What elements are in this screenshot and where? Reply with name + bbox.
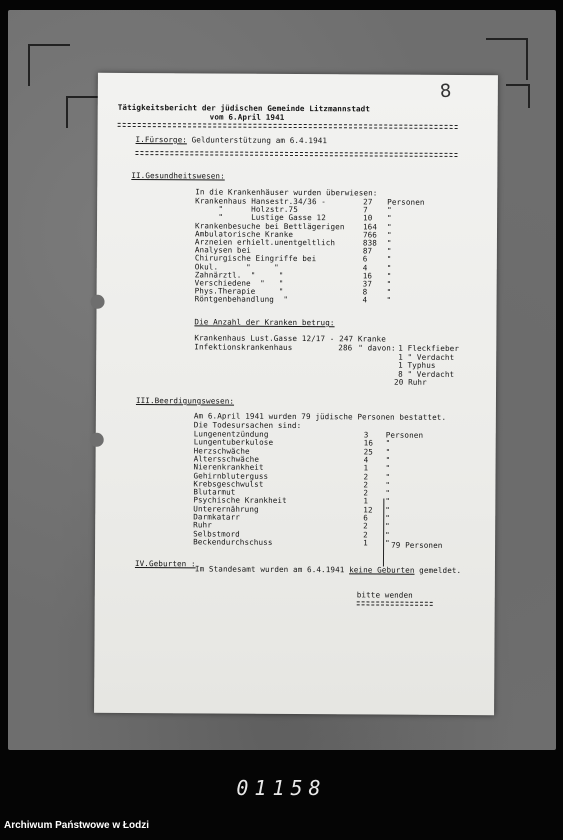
cause-label: Unterernährung: [193, 504, 259, 514]
infection-label: Infektionskrankenhaus: [194, 342, 293, 352]
cause-unit: ": [385, 488, 391, 498]
cause-value: 2: [363, 488, 369, 498]
cause-label: Krebsgeschwulst: [193, 479, 264, 489]
cause-unit: ": [385, 538, 390, 548]
row-label: Phys.Therapie ": [194, 286, 284, 297]
row-label: Arzneien erhielt.unentgeltlich: [194, 237, 336, 248]
row-label: Krankenhaus Hansestr.34/36 -: [195, 196, 327, 207]
row-label: Okul. " ": [194, 261, 279, 272]
section-text: Geldunterstützung am 6.4.1941: [191, 135, 328, 146]
section-heading: II.Gesundheitswesen:: [131, 170, 225, 181]
cause-unit: ": [385, 447, 391, 457]
cause-label: Blutarmut: [193, 487, 236, 497]
cause-value: 3: [363, 430, 369, 440]
document-page: [94, 73, 498, 715]
row-unit: ": [386, 254, 392, 264]
cause-unit: ": [385, 463, 391, 473]
cause-label: Altersschwäche: [193, 454, 260, 464]
footer-note: bitte wenden: [356, 590, 413, 600]
row-label: " Lustige Gasse 12: [195, 212, 326, 223]
row-value: 164: [362, 222, 378, 232]
cause-value: 2: [363, 521, 368, 531]
causes-heading: Die Todesursachen sind:: [193, 420, 302, 431]
births-text-before: Im Standesamt wurden am 6.4.1941: [194, 564, 350, 575]
row-value: 7: [363, 205, 368, 215]
corner-mark: [506, 84, 530, 108]
burial-intro: Am 6.April 1941 wurden 79 jüdische Personen bestattet.: [193, 411, 447, 422]
frame-number: 01158: [236, 776, 327, 800]
row-unit: ": [387, 213, 392, 223]
row-value: 6: [362, 254, 368, 264]
cause-unit: ": [385, 480, 391, 490]
causes-total: 79 Personen: [391, 540, 443, 550]
cause-value: 2: [363, 530, 368, 540]
separator: [118, 123, 458, 129]
row-value: 37: [362, 279, 373, 289]
cause-value: 1: [363, 463, 369, 473]
row-value: 838: [362, 238, 377, 248]
cause-unit: ": [385, 521, 390, 531]
row-unit: ": [386, 295, 392, 305]
row-unit: ": [387, 205, 392, 215]
row-value: 10: [363, 213, 373, 223]
row-label: Krankenbesuche bei Bettlägerigen: [195, 220, 345, 231]
infection-detail: 1 Typhus: [398, 360, 436, 370]
cause-label: Nierenkrankheit: [193, 462, 264, 472]
corner-mark: [28, 44, 70, 86]
row-unit: ": [386, 271, 392, 281]
corner-mark: [66, 96, 98, 128]
cause-label: Beckendurchschuss: [193, 537, 273, 547]
births-text-after: gemeldet.: [414, 565, 462, 576]
cause-value: 2: [363, 480, 369, 490]
row-unit: ": [386, 222, 392, 232]
infection-davon: " davon:: [358, 343, 396, 353]
row-value: 8: [362, 287, 368, 297]
hospital-line: Krankenhaus Lust.Gasse 12/17 - 247 Kranke: [194, 333, 386, 344]
row-label: Zahnärztl. " ": [194, 270, 284, 280]
row-unit: ": [386, 230, 392, 240]
corner-mark: [486, 38, 528, 80]
row-label: Analysen bei: [194, 245, 251, 255]
cause-unit: ": [385, 505, 390, 515]
row-unit: Personen: [387, 197, 425, 207]
infection-detail: 8 " Verdacht: [398, 369, 455, 379]
cause-value: 2: [363, 471, 369, 481]
births-text-emph: keine Geburten: [349, 565, 415, 575]
infection-detail: 20 Ruhr: [394, 377, 427, 387]
section-heading: IV.Geburten :: [134, 559, 196, 569]
row-unit: ": [386, 263, 392, 273]
row-label: Ambulatorische Kranke: [194, 229, 294, 239]
cause-value: 12: [363, 505, 373, 515]
cause-value: 16: [363, 438, 374, 448]
births-text: [195, 564, 461, 575]
cause-label: Selbstmord: [193, 528, 240, 539]
row-unit: ": [386, 246, 392, 256]
infection-value: 286: [338, 343, 353, 353]
cause-unit: ": [385, 513, 390, 523]
row-value: 27: [363, 197, 373, 207]
report-date: vom 6.April 1941: [209, 112, 285, 122]
infection-detail: 1 " Verdacht: [398, 352, 455, 362]
cause-label: Gehirnbluterguss: [193, 470, 269, 481]
row-value: 766: [362, 230, 378, 240]
cause-label: Ruhr: [193, 520, 212, 530]
cause-value: 1: [363, 538, 368, 548]
total-brace: [377, 498, 384, 566]
cause-unit: ": [385, 530, 390, 540]
cause-value: 25: [363, 447, 374, 457]
cause-value: 4: [363, 455, 369, 465]
cause-label: Psychische Krankheit: [193, 495, 287, 506]
row-unit: ": [386, 279, 392, 289]
row-unit: ": [386, 287, 392, 297]
row-value: 4: [362, 295, 368, 305]
count-heading: Die Anzahl der Kranken betrug:: [194, 317, 335, 328]
row-label: Röntgenbehandlung ": [194, 294, 289, 305]
archive-label: Archiwum Państwowe w Łodzi: [4, 820, 150, 831]
cause-label: Herzschwäche: [193, 445, 250, 456]
row-label: " Holzstr.75: [195, 204, 298, 215]
infection-detail: 1 Fleckfieber: [398, 343, 460, 353]
cause-label: Lungenentzündung: [193, 429, 269, 439]
intro-text: In die Krankenhäuser wurden überwiesen:: [195, 187, 378, 198]
punch-hole: [90, 433, 104, 447]
row-label: Verschiedene " ": [194, 278, 284, 288]
cause-unit: ": [385, 472, 391, 482]
page-number: 8: [439, 80, 452, 103]
cause-label: Darmkatarr: [193, 512, 240, 522]
section-fuersorge: [136, 135, 328, 145]
row-value: 4: [362, 262, 368, 273]
punch-hole: [91, 295, 105, 309]
cause-value: 1: [363, 496, 369, 506]
report-title: Tätigkeitsbericht der jüdischen Gemeinde Litzmannstadt: [117, 102, 371, 114]
row-unit: ": [386, 238, 392, 248]
row-value: 16: [362, 271, 373, 281]
cause-unit: ": [385, 438, 391, 448]
cause-unit: Personen: [385, 430, 424, 440]
cause-value: 6: [363, 513, 368, 523]
row-value: 87: [362, 246, 373, 256]
cause-label: Lungentuberkulose: [193, 437, 274, 448]
separator: [357, 601, 433, 605]
row-label: Chirurgische Eingriffe bei: [194, 253, 317, 264]
section-heading: III.Beerdigungswesen:: [135, 396, 235, 406]
cause-unit: ": [385, 496, 391, 506]
section-heading: I.Fürsorge:: [135, 135, 187, 145]
cause-unit: ": [385, 455, 391, 465]
separator: [135, 151, 457, 157]
